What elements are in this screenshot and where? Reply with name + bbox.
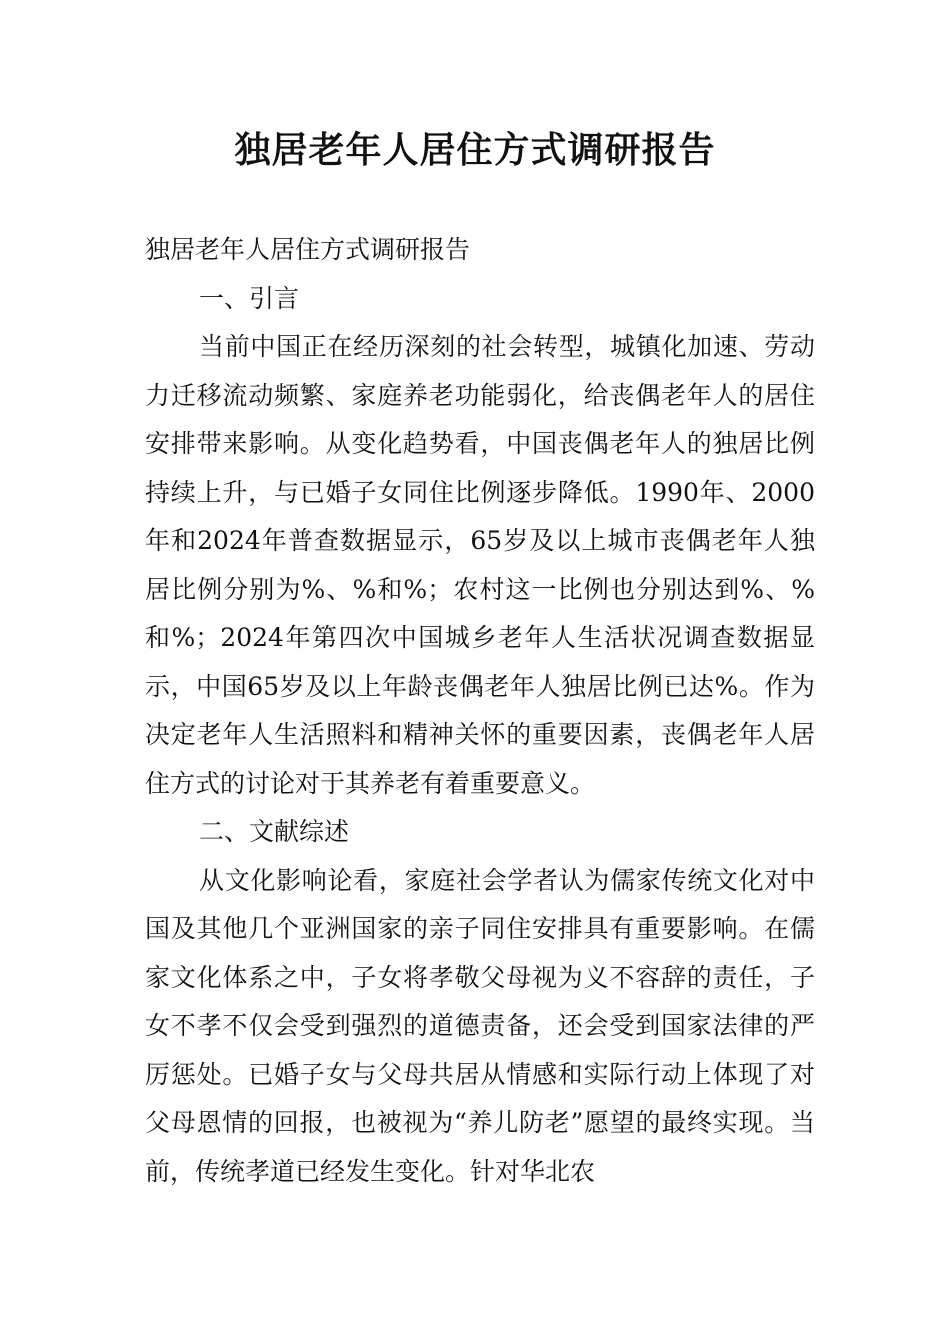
document-title: 独居老年人居住方式调研报告 — [234, 130, 716, 171]
paragraph-introduction: 当前中国正在经历深刻的社会转型，城镇化加速、劳动力迁移流动频繁、家庭养老功能弱化，给丧偶老年人的居住安排带来影响。从变化趋势看，中国丧偶老年人的独居比例持续上升，与已婚子女同住比例逐步降低。1990年、2000年和2024年普查数据显示，65岁及以上城市丧偶老年人独居比例分别为%、%和%；农村这一比例也分别达到%、%和%；2024年第四次中国城乡老年人生活状况调查数据显示，中国65岁及以上年龄丧偶老年人独居比例已达%。作为决定老年人生活照料和精神关怀的重要因素，丧偶老年人居住方式的讨论对于其养老有着重要意义。 — [145, 332, 815, 798]
paragraph-literature-review: 从文化影响论看，家庭社会学者认为儒家传统文化对中国及其他几个亚洲国家的亲子同住安排具有重要影响。在儒家文化体系之中，子女将孝敬父母视为义不容辞的责任，子女不孝不仅会受到强烈的道德责备，还会受到国家法律的严厉惩处。已婚子女与父母共居从情感和实际行动上体现了对父母恩情的回报，也被视为“养儿防老”愿望的最终实现。当前，传统孝道已经发生变化。针对华北农 — [145, 865, 815, 1186]
body-heading: 独居老年人居住方式调研报告 — [145, 235, 471, 264]
section-heading-literature-review: 二、文献综述 — [199, 817, 350, 846]
section-heading-introduction: 一、引言 — [199, 283, 300, 313]
document-body — [145, 226, 815, 1196]
